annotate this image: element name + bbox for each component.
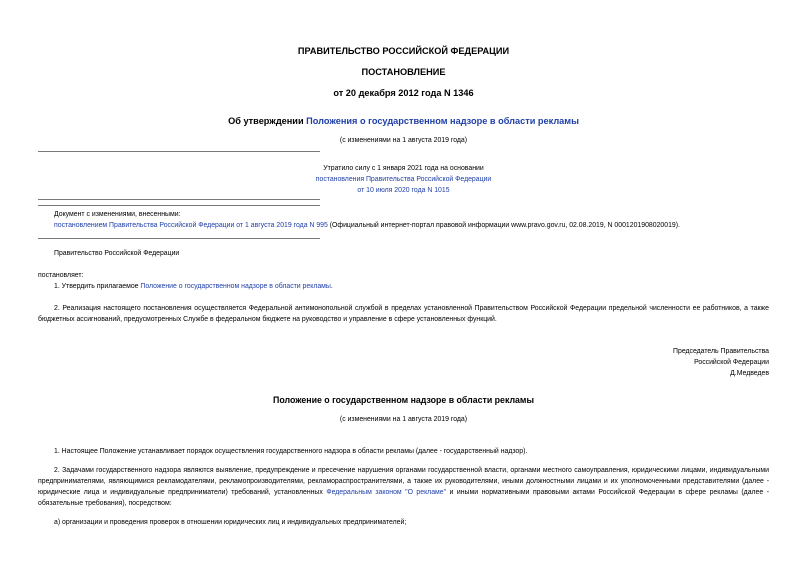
signature-country: Российской Федерации: [694, 359, 769, 366]
document-title: [0, 116, 807, 126]
document-date-number: от 20 декабря 2012 года N 1346: [333, 88, 474, 98]
regulation-amended: (с изменениями на 1 августа 2019 года): [339, 416, 468, 423]
title-prefix: Об утверждении: [228, 116, 307, 126]
regulation-item-2a: а) организации и проведения проверок в отношении юридических лиц и индивидуальных предпринимателей;: [54, 519, 407, 526]
paragraph-1-suffix: .: [330, 283, 333, 290]
amendments-link[interactable]: постановлением Правительства Российской Федерации от 1 августа 2019 года N 995: [54, 222, 328, 229]
signature-block: [673, 346, 769, 379]
expired-link-2[interactable]: от 10 июля 2020 года N 1015: [357, 187, 450, 194]
amendments-source: (Официальный интернет-портал правовой информации www.pravo.gov.ru, 02.08.2019, N 0001201908020019).: [327, 222, 680, 229]
divider: [38, 199, 320, 200]
paragraph-1-prefix: 1. Утвердить прилагаемое: [54, 283, 141, 290]
divider: [38, 151, 320, 152]
regulation-item-2-suffix: и иными нормативными правовыми актами Российской Федерации в сфере рекламы (далее - обязательные требования), посредством:: [38, 489, 769, 507]
paragraph-1: [54, 283, 333, 290]
issuer: Правительство Российской Федерации: [54, 250, 180, 257]
divider: [38, 205, 320, 206]
document-type: ПОСТАНОВЛЕНИЕ: [361, 67, 446, 77]
regulation-item-2: [38, 465, 769, 509]
expired-line-1: Утратило силу с 1 января 2021 года на основании: [323, 165, 484, 172]
signature-name: Д.Медведев: [730, 370, 769, 377]
amendments-label: Документ с изменениями, внесенными:: [54, 211, 181, 218]
decrees: постановляет:: [38, 272, 84, 279]
regulation-item-2-prefix: 2. Задачами государственного надзора являются выявление, предупреждение и пресечение нарушения органами государственной власти, органами местного самоуправления, юридическими лицами, индивидуальными предпринимателями, являющимися рекламодателями, рекламопроизводителями, рекламораспространителями, а также их руководителями, иными должностными лицами и их уполномоченными представителями (далее - юридические лица и индивидуальные предприниматели) требований, установленных: [38, 467, 769, 496]
regulation-item-1: 1. Настоящее Положение устанавливает порядок осуществления государственного надзора в области рекламы (далее - государственный надзор).: [54, 448, 528, 455]
title-link[interactable]: Положения о государственном надзоре в области рекламы: [306, 116, 579, 126]
signature-position: Председатель Правительства: [673, 348, 769, 355]
amendments-line: [54, 222, 680, 229]
regulation-title: Положение о государственном надзоре в области рекламы: [273, 395, 534, 405]
advertising-law-link[interactable]: Федеральным законом "О рекламе": [326, 489, 447, 496]
expired-link-1[interactable]: постановления Правительства Российской Федерации: [315, 176, 492, 183]
government-name: ПРАВИТЕЛЬСТВО РОССИЙСКОЙ ФЕДЕРАЦИИ: [297, 46, 510, 56]
paragraph-2: 2. Реализация настоящего постановления осуществляется Федеральной антимонопольной службой в пределах установленной Правительством Российской Федерации предельной численности ее работников, а также бюджетных ассигнований, предусмотренных Службе в федеральном бюджете на руководство и управление в сфере установленных функций.: [38, 305, 769, 323]
amended-note: (с изменениями на 1 августа 2019 года): [339, 137, 468, 144]
expired-notice: [0, 163, 807, 196]
divider: [38, 238, 320, 239]
paragraph-1-link[interactable]: Положение о государственном надзоре в области рекламы: [140, 283, 331, 290]
